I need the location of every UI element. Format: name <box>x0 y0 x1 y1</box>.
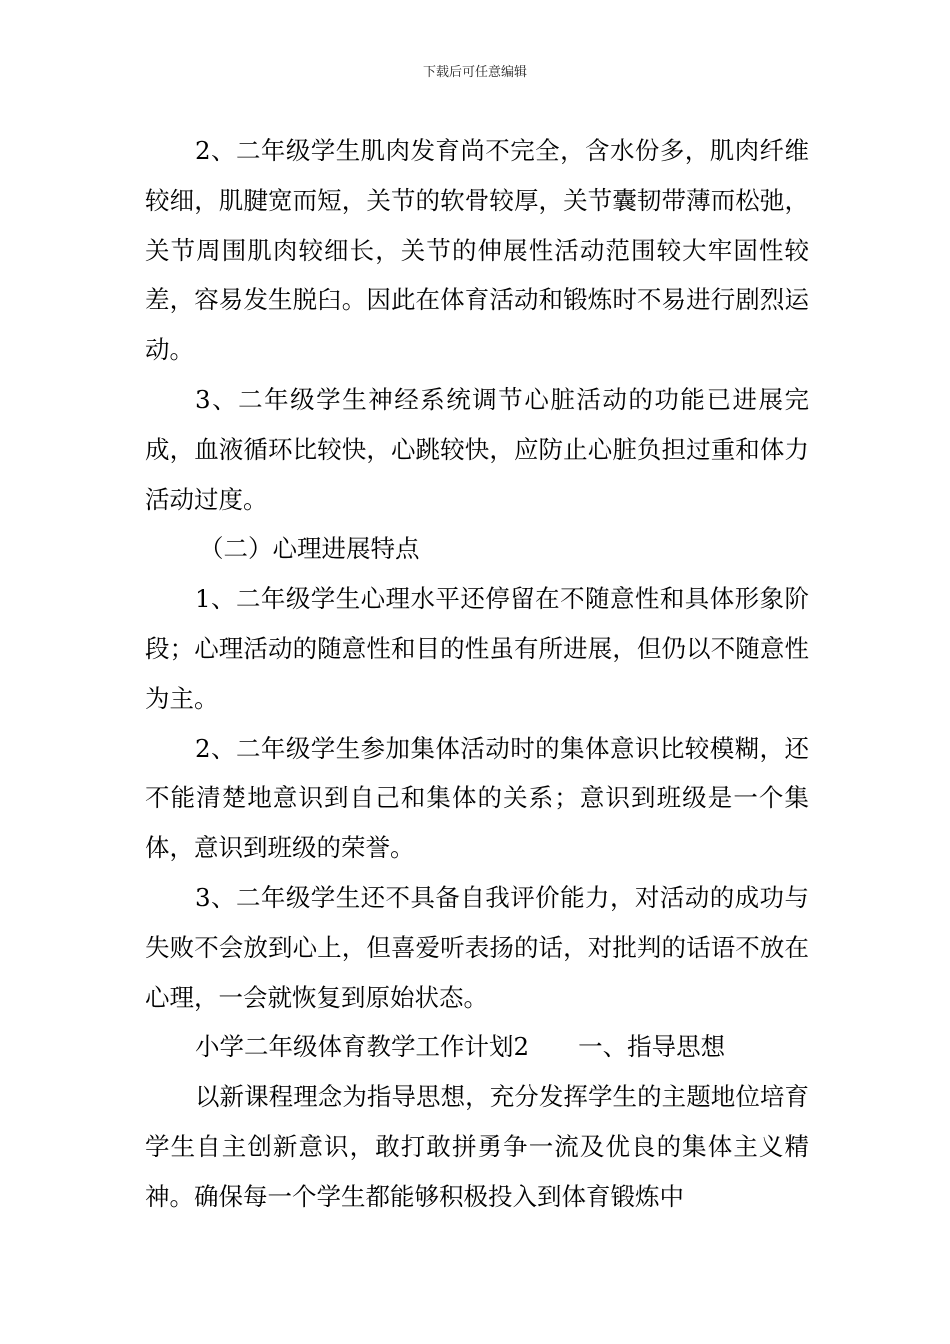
paragraph-guiding-ideology: 以新课程理念为指导思想，充分发挥学生的主题地位培育学生自主创新意识，敢打敢拼勇争一流及优良的集体主义精神。确保每一个学生都能够积极投入到体育锻炼中 <box>145 1082 809 1211</box>
paragraph-nervous-system: 3、二年级学生神经系统调节心脏活动的功能已进展完成，血液循环比较快，心跳较快，应防止心脏负担过重和体力活动过度。 <box>145 384 809 514</box>
document-body <box>145 126 809 1222</box>
paragraph-muscle-development: 2、二年级学生肌肉发育尚不完全，含水份多，肌肉纤维较细，肌腱宽而短，关节的软骨较厚，关节囊韧带薄而松弛，关节周围肌肉较细长，关节的伸展性活动范围较大牢固性较差，容易发生脱臼。因此在体育活动和锻炼时不易进行剧烈运动。 <box>145 136 809 365</box>
paragraph-collective-awareness: 2、二年级学生参加集体活动时的集体意识比较模糊，还不能清楚地意识到自己和集体的关系；意识到班级是一个集体，意识到班级的荣誉。 <box>145 733 809 863</box>
paragraph-self-evaluation: 3、二年级学生还不具备自我评价能力，对活动的成功与失败不会放到心上，但喜爱听表扬的话，对批判的话语不放在心理，一会就恢复到原始状态。 <box>145 882 809 1012</box>
plan-title-guiding-ideology: 小学二年级体育教学工作计划2 一、指导思想 <box>195 1032 726 1062</box>
section-heading-psychology: （二）心理进展特点 <box>199 534 420 564</box>
paragraph-psychology-level: 1、二年级学生心理水平还停留在不随意性和具体形象阶段；心理活动的随意性和目的性虽有所进展，但仍以不随意性为主。 <box>145 584 809 713</box>
page-header: 下载后可任意编辑 <box>422 65 527 80</box>
